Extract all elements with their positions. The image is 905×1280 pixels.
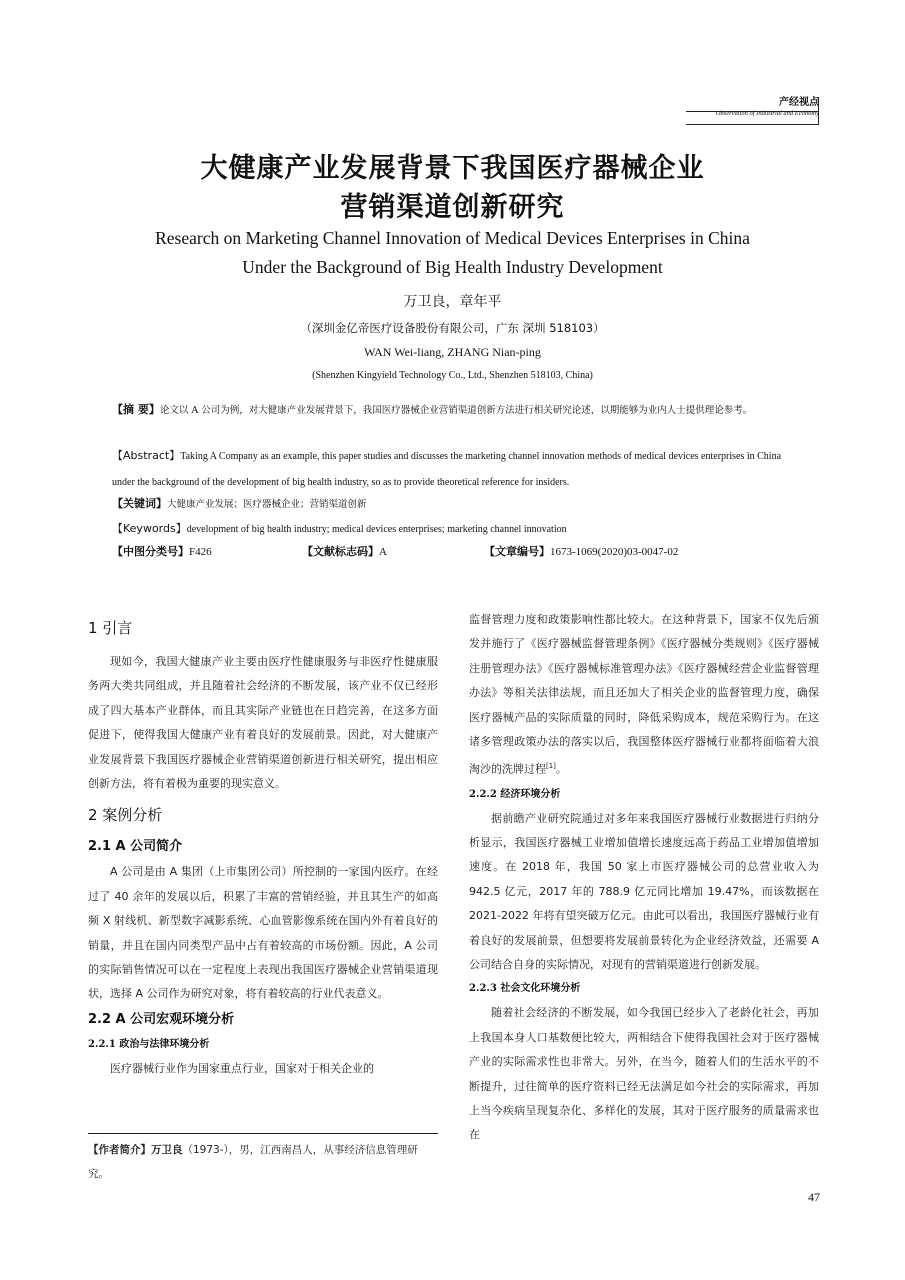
section-2-2-1-text: 监督管理力度和政策影响性都比较大。在这种背景下，国家不仅先后颁发并施行了《医疗器械监督管理条例》《医疗器械分类规则》《医疗器械注册管理办法》《医疗器械标准管理办法》《医疗器械经营企业监督管理办法》等相关法律法规，而且还加大了相关企业的监督管理力度，确保医疗器械产品的实际质量的同时，降低采购成本，规范采购行为。在这诸多管理政策办法的落实以后，我国整体医疗器械行业都将面临着大浪淘沙的洗牌过程 (469, 613, 819, 777)
authors-cn: 万卫良，章年平 (403, 294, 502, 310)
section-2-2-1-end: 。 (555, 763, 567, 777)
footnote-rule (88, 1133, 438, 1134)
keywords-en-label: 【Keywords】 (112, 522, 187, 535)
abstract-en-label: 【Abstract】 (112, 449, 181, 462)
article-no-value: 1673-1069(2020)03-0047-02 (550, 546, 679, 558)
abstract-cn-text: 论文以 A 公司为例，对大健康产业发展背景下，我国医疗器械企业营销渠道创新方法进行相关研究论述，以期能够为业内人士提供理论参考。 (159, 405, 753, 416)
affiliation-en: (Shenzhen Kingyield Technology Co., Ltd., Shenzhen 518103, China) (312, 370, 593, 381)
classification-row (112, 543, 812, 565)
journal-name-cn: 产经视点 (779, 97, 819, 108)
section-2-1-paragraph: A 公司是由 A 集团（上市集团公司）所控制的一家国内医疗。在经过了 40 余年的发展以后，积累了丰富的营销经验，并且其生产的如高频 X 射线机、新型数字减影系统、心血管影像系统在国内外有着良好的销量，并且在国内同类型产品中占有着较高的市场份额。因此，A 公司的实际销售情况可以在一定程度上表现出我国医疗器械企业营销渠道现状，选择 A 公司作为研究对象，将有着较高的行业代表意义。 (88, 865, 438, 1001)
doc-code-label: 【文献标志码】 (302, 545, 379, 558)
doc-code-value: A (379, 546, 387, 558)
footnote-label: 【作者简介】万卫良 (88, 1144, 183, 1156)
right-column (469, 608, 819, 1148)
header-rule-right (818, 97, 819, 125)
abstract-cn (112, 397, 802, 424)
abstract-en-text: Taking A Company as an example, this paper studies and discusses the marketing channel innovation methods of medical devices enterprises in China under the background of the development of big health industry, so as to provide theoretical reference for insiders. (112, 451, 782, 488)
section-2-2-heading: 2.2 A 公司宏观环境分析 (88, 1011, 235, 1027)
title-en-line2: Under the Background of Big Health Industry Development (242, 257, 663, 277)
author-footnote (88, 1138, 438, 1186)
section-1-paragraph: 现如今，我国大健康产业主要由医疗性健康服务与非医疗性健康服务两大类共同组成，并且随着社会经济的不断发展，该产业不仅已经形成了四大基本产业群体，而且其实际产业链也在日趋完善，在这多方面促进下，使得我国大健康产业有着良好的发展前景。因此，对大健康产业发展背景下我国医疗器械企业营销渠道创新进行相关研究，提出相应创新方法，将有着极为重要的现实意义。 (88, 655, 438, 791)
title-cn-line1: 大健康产业发展背景下我国医疗器械企业 (200, 153, 705, 184)
section-2-2-1-paragraph-cont (469, 608, 819, 783)
keywords-en-text: development of big health industry; medical devices enterprises; marketing channel innovation (186, 524, 567, 535)
abstract-en (112, 443, 802, 496)
keywords-cn-label: 【关键词】 (112, 497, 167, 510)
section-1-heading: 1 引言 (88, 619, 133, 637)
abstract-cn-label: 【摘 要】 (112, 403, 160, 416)
authors-en: WAN Wei-liang, ZHANG Nian-ping (364, 345, 541, 359)
title-en-line1: Research on Marketing Channel Innovation of Medical Devices Enterprises in China (155, 228, 750, 248)
title-cn-line2: 营销渠道创新研究 (340, 192, 565, 223)
section-2-2-3-paragraph: 随着社会经济的不断发展，如今我国已经步入了老龄化社会，再加上我国本身人口基数便比较大，两相结合下使得我国社会对于医疗器械产业的实际需求性也非常大。另外，在当今，随着人们的生活水平的不断提升，过往简单的医疗资料已经无法满足如今社会的实际需求，再加上当今疾病呈现复杂化、多样化的发展，其对于医疗服务的质量需求也在 (469, 1006, 819, 1142)
section-2-2-3-heading: 2.2.3 社会文化环境分析 (469, 983, 581, 995)
clc-label: 【中图分类号】 (112, 545, 189, 558)
clc-field (112, 543, 212, 559)
article-no-label: 【文章编号】 (484, 545, 550, 558)
left-column (88, 606, 438, 1081)
affiliation-cn: （深圳金亿帝医疗设备股份有限公司，广东 深圳 518103） (300, 321, 605, 335)
keywords-cn (112, 491, 802, 518)
page-number: 47 (808, 1190, 820, 1204)
section-2-1-heading: 2.1 A 公司简介 (88, 839, 183, 855)
section-2-2-1-paragraph-start: 医疗器械行业作为国家重点行业，国家对于相关企业的 (110, 1061, 374, 1075)
header-rule-bottom (686, 124, 819, 125)
section-2-heading: 2 案例分析 (88, 806, 163, 825)
section-2-2-2-paragraph: 据前瞻产业研究院通过对多年来我国医疗器械行业数据进行归纳分析显示，我国医疗器械工业增加值增长速度远高于药品工业增加值增加速度。在 2018 年，我国 50 家上市医疗器械公司的总营业收入为 942.5 亿元，2017 年的 788.9 亿元同比增加 19.47%，而该数据在 2021-2022 年将有望突破万亿元。由此可以看出，我国医疗器械行业有着良好的发展前景，但想要将发展前景转化为企业经济效益，还需要 A 公司结合自身的实际情况，对现有的营销渠道进行创新发展。 (469, 811, 819, 971)
keywords-en (112, 516, 802, 543)
journal-name-en: Observation of Industrial and Economy (715, 110, 819, 117)
header-rule-top (686, 111, 819, 112)
footnote-text: （1973-），男，江西南昌人，从事经济信息管理研究。 (88, 1144, 418, 1180)
section-2-2-1-heading: 2.2.1 政治与法律环境分析 (88, 1038, 210, 1050)
running-header (716, 97, 819, 118)
section-2-2-2-heading: 2.2.2 经济环境分析 (469, 788, 561, 800)
reference-1: [1] (546, 762, 556, 771)
article-no-field (484, 543, 678, 559)
clc-value: F426 (189, 546, 212, 558)
keywords-cn-text: 大健康产业发展；医疗器械企业；营销渠道创新 (167, 499, 367, 510)
doc-code-field (302, 543, 387, 559)
